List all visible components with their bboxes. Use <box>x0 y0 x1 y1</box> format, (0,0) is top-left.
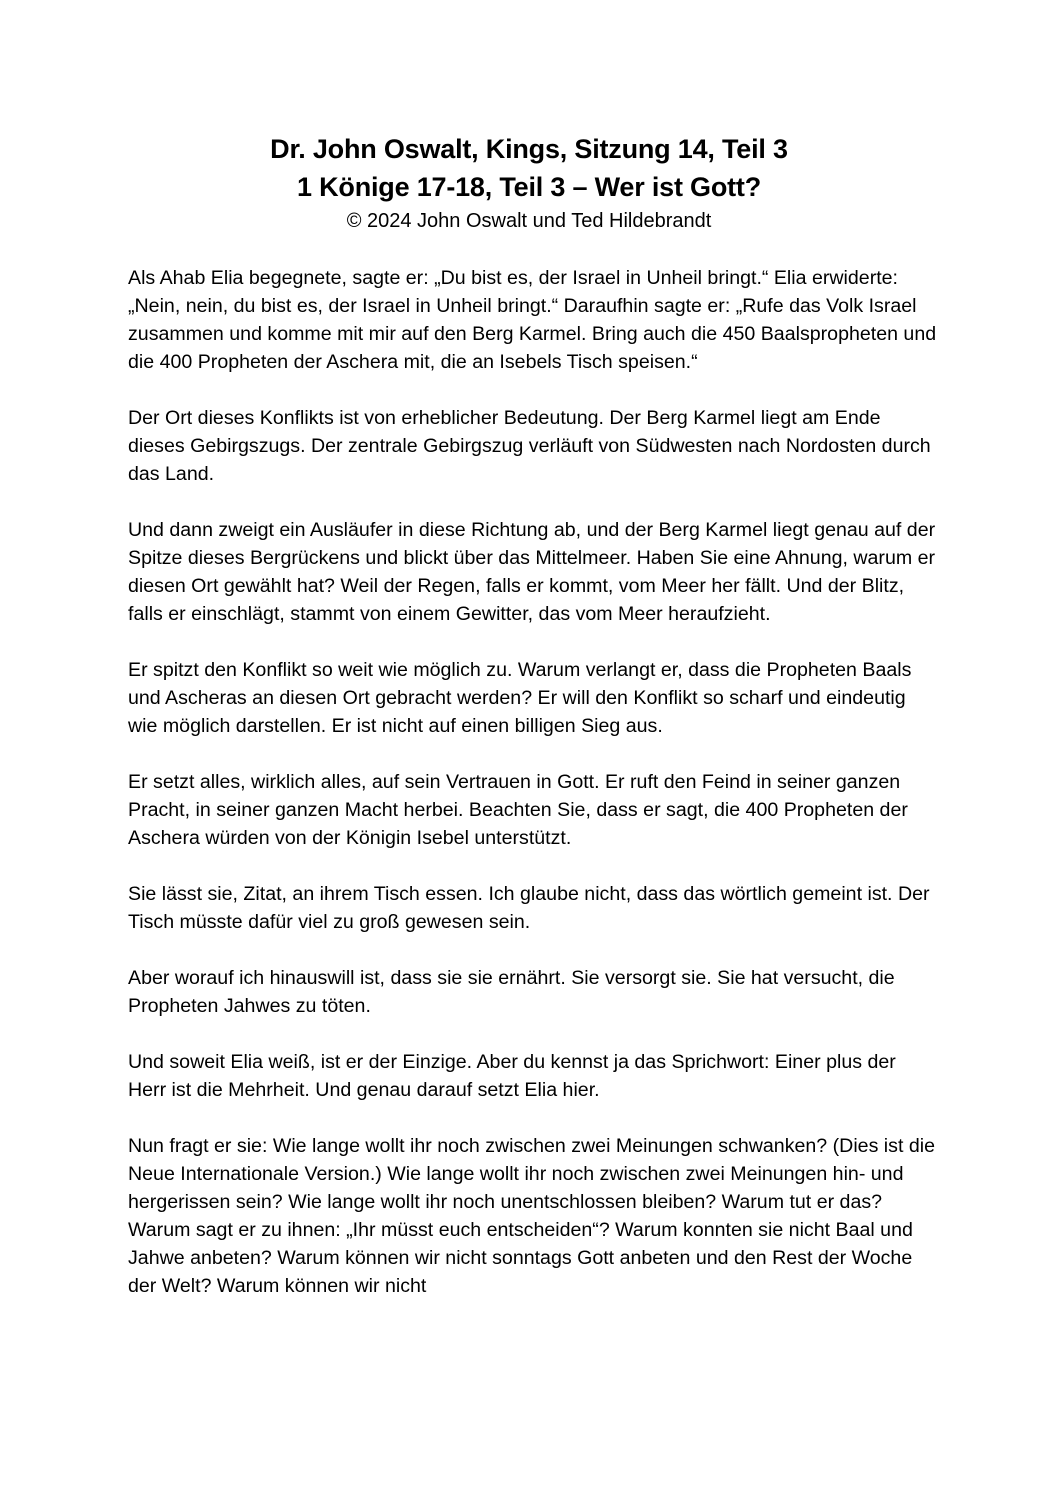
paragraph: Nun fragt er sie: Wie lange wollt ihr noch zwischen zwei Meinungen schwanken? (Dies ist die Neue Internationale Version.) Wie lange wollt ihr noch zwischen zwei Meinungen hin- und hergerissen sein? Wie lange wollt ihr noch unentschlossen bleiben? Warum tut er das? Warum sagt er zu ihnen: „Ihr müsst euch entscheiden“? Warum konnten sie nicht Baal und Jahwe anbeten? Warum können wir nicht sonntags Gott anbeten und den Rest der Woche der Welt? Warum können wir nicht <box>128 1135 935 1297</box>
paragraph: Sie lässt sie, Zitat, an ihrem Tisch essen. Ich glaube nicht, dass das wörtlich gemeint ist. Der Tisch müsste dafür viel zu groß gewesen sein. <box>128 883 930 933</box>
paragraph: Als Ahab Elia begegnete, sagte er: „Du bist es, der Israel in Unheil bringt.“ Elia erwiderte: „Nein, nein, du bist es, der Israel in Unheil bringt.“ Daraufhin sagte er: „Rufe das Volk Israel zusammen und komme mit mir auf den Berg Karmel. Bring auch die 450 Baalspropheten und die 400 Propheten der Aschera mit, die an Isebels Tisch speisen.“ <box>128 267 937 373</box>
paragraph: Aber worauf ich hinauswill ist, dass sie sie ernährt. Sie versorgt sie. Sie hat versucht, die Propheten Jahwes zu töten. <box>128 967 895 1017</box>
paragraph: Und soweit Elia weiß, ist er der Einzige. Aber du kennst ja das Sprichwort: Einer plus der Herr ist die Mehrheit. Und genau darauf setzt Elia hier. <box>128 1051 896 1101</box>
paragraph: Und dann zweigt ein Ausläufer in diese Richtung ab, und der Berg Karmel liegt genau auf der Spitze dieses Bergrückens und blickt über das Mittelmeer. Haben Sie eine Ahnung, warum er diesen Ort gewählt hat? Weil der Regen, falls er kommt, vom Meer her fällt. Und der Blitz, falls er einschlägt, stammt von einem Gewitter, das vom Meer heraufzieht. <box>128 519 936 625</box>
document-subtitle: 1 Könige 17-18, Teil 3 – Wer ist Gott? <box>296 172 762 202</box>
paragraph: Er setzt alles, wirklich alles, auf sein Vertrauen in Gott. Er ruft den Feind in seiner ganzen Pracht, in seiner ganzen Macht herbei. Beachten Sie, dass er sagt, die 400 Propheten der Aschera würden von der Königin Isebel unterstützt. <box>128 771 908 849</box>
copyright-notice: © 2024 John Oswalt und Ted Hildebrandt <box>346 210 712 232</box>
paragraph: Er spitzt den Konflikt so weit wie möglich zu. Warum verlangt er, dass die Propheten Baals und Ascheras an diesen Ort gebracht werden? Er will den Konflikt so scharf und eindeutig wie möglich darstellen. Er ist nicht auf einen billigen Sieg aus. <box>128 659 912 737</box>
document-header <box>0 130 1058 235</box>
document-body <box>128 264 938 1328</box>
document-title: Dr. John Oswalt, Kings, Sitzung 14, Teil 3 <box>270 134 788 164</box>
paragraph: Der Ort dieses Konflikts ist von erheblicher Bedeutung. Der Berg Karmel liegt am Ende dieses Gebirgszugs. Der zentrale Gebirgszug verläuft von Südwesten nach Nordosten durch das Land. <box>128 407 931 485</box>
